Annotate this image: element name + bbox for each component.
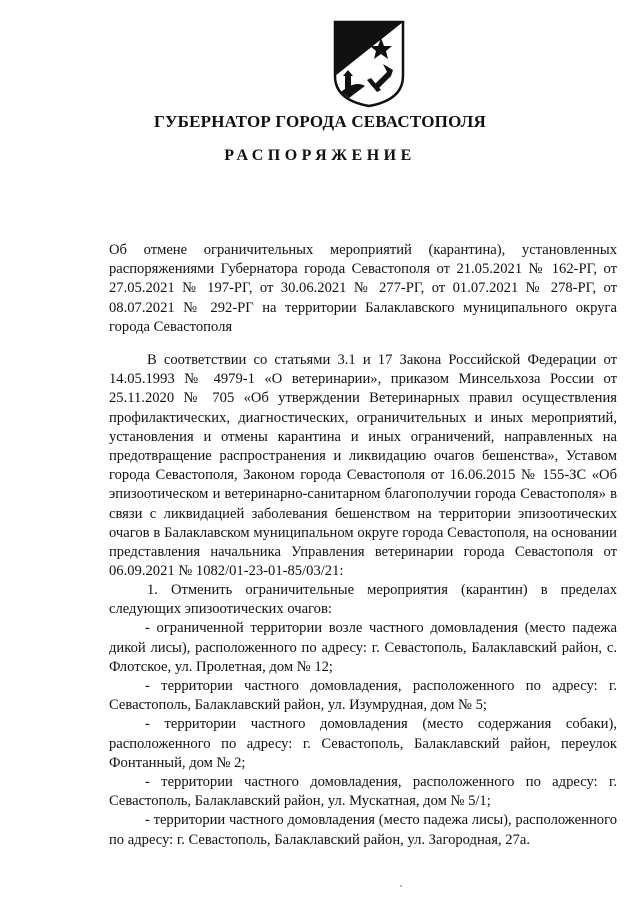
list-item: - территории частного домовладения (место содержания собаки), расположенного по адресу: г. Севастополь, Балаклавский район, переулок Фонтанный, дом № 2; [109, 716, 617, 771]
document-subject: Об отмене ограничительных мероприятий (карантина), установленных распоряжениями Губернатора города Севастополя от 21.05.2021 № 162-РГ, от 27.05.2021 № 197-РГ, от 30.06.2021 № 277-РГ, от 01.07.2021 № 278-РГ, от 08.07.2021 № 292-РГ на территории Балаклавского муниципального округа города Севастополя [109, 242, 617, 335]
preamble-section [109, 351, 617, 581]
preamble-text: В соответствии со статьями 3.1 и 17 Закона Российской Федерации от 14.05.1993 № 4979-1 «О ветеринарии», приказом Минсельхоза России от 25.11.2020 № 705 «Об утверждении Ветеринарных правил осуществления профилактических, диагностических, ограничительных и иных мероприятий, установления и отмены карантина и иных ограничений, направленных на предотвращение распространения и ликвидацию очагов бешенства», Уставом города Севастополя, Законом города Севастополя от 16.06.2015 № 155-ЗС «Об эпизоотическом и ветеринарно-санитарном благополучии города Севастополя» в связи с ликвидацией заболевания бешенством на территории эпизоотических очагов в Балаклавском муниципальном округе города Севастополя, на основании представления начальника Управления ветеринарии города Севастополя от 06.09.2021 № 1082/01-23-01-85/03/21: [109, 352, 617, 580]
scan-speck [400, 885, 402, 887]
list-item: - территории частного домовладения, расположенного по адресу: г. Севастополь, Балаклавский район, ул. Изумрудная, дом № 5; [109, 678, 617, 714]
issuer-title: ГУБЕРНАТОР ГОРОДА СЕВАСТОПОЛЯ [153, 112, 486, 131]
list-item: - территории частного домовладения, расположенного по адресу: г. Севастополь, Балаклавский район, ул. Мускатная, дом № 5/1; [109, 774, 617, 810]
document-type-title: РАСПОРЯЖЕНИЕ [224, 147, 416, 164]
sevastopol-coat-of-arms-icon [331, 18, 407, 108]
list-item: - ограниченной территории возле частного домовладения (место падежа дикой лисы), расположенного по адресу: г. Севастополь, Балаклавский район, с. Флотское, ул. Пролетная, дом № 12; [109, 620, 617, 675]
list-item: - территории частного домовладения (место падежа лисы), расположенного по адресу: г. Севастополь, Балаклавский район, ул. Загородная, 27а. [109, 812, 617, 848]
order-item-1: 1. Отменить ограничительные мероприятия (карантин) в пределах следующих эпизоотических очагов: [109, 582, 617, 618]
order-items [109, 581, 617, 850]
